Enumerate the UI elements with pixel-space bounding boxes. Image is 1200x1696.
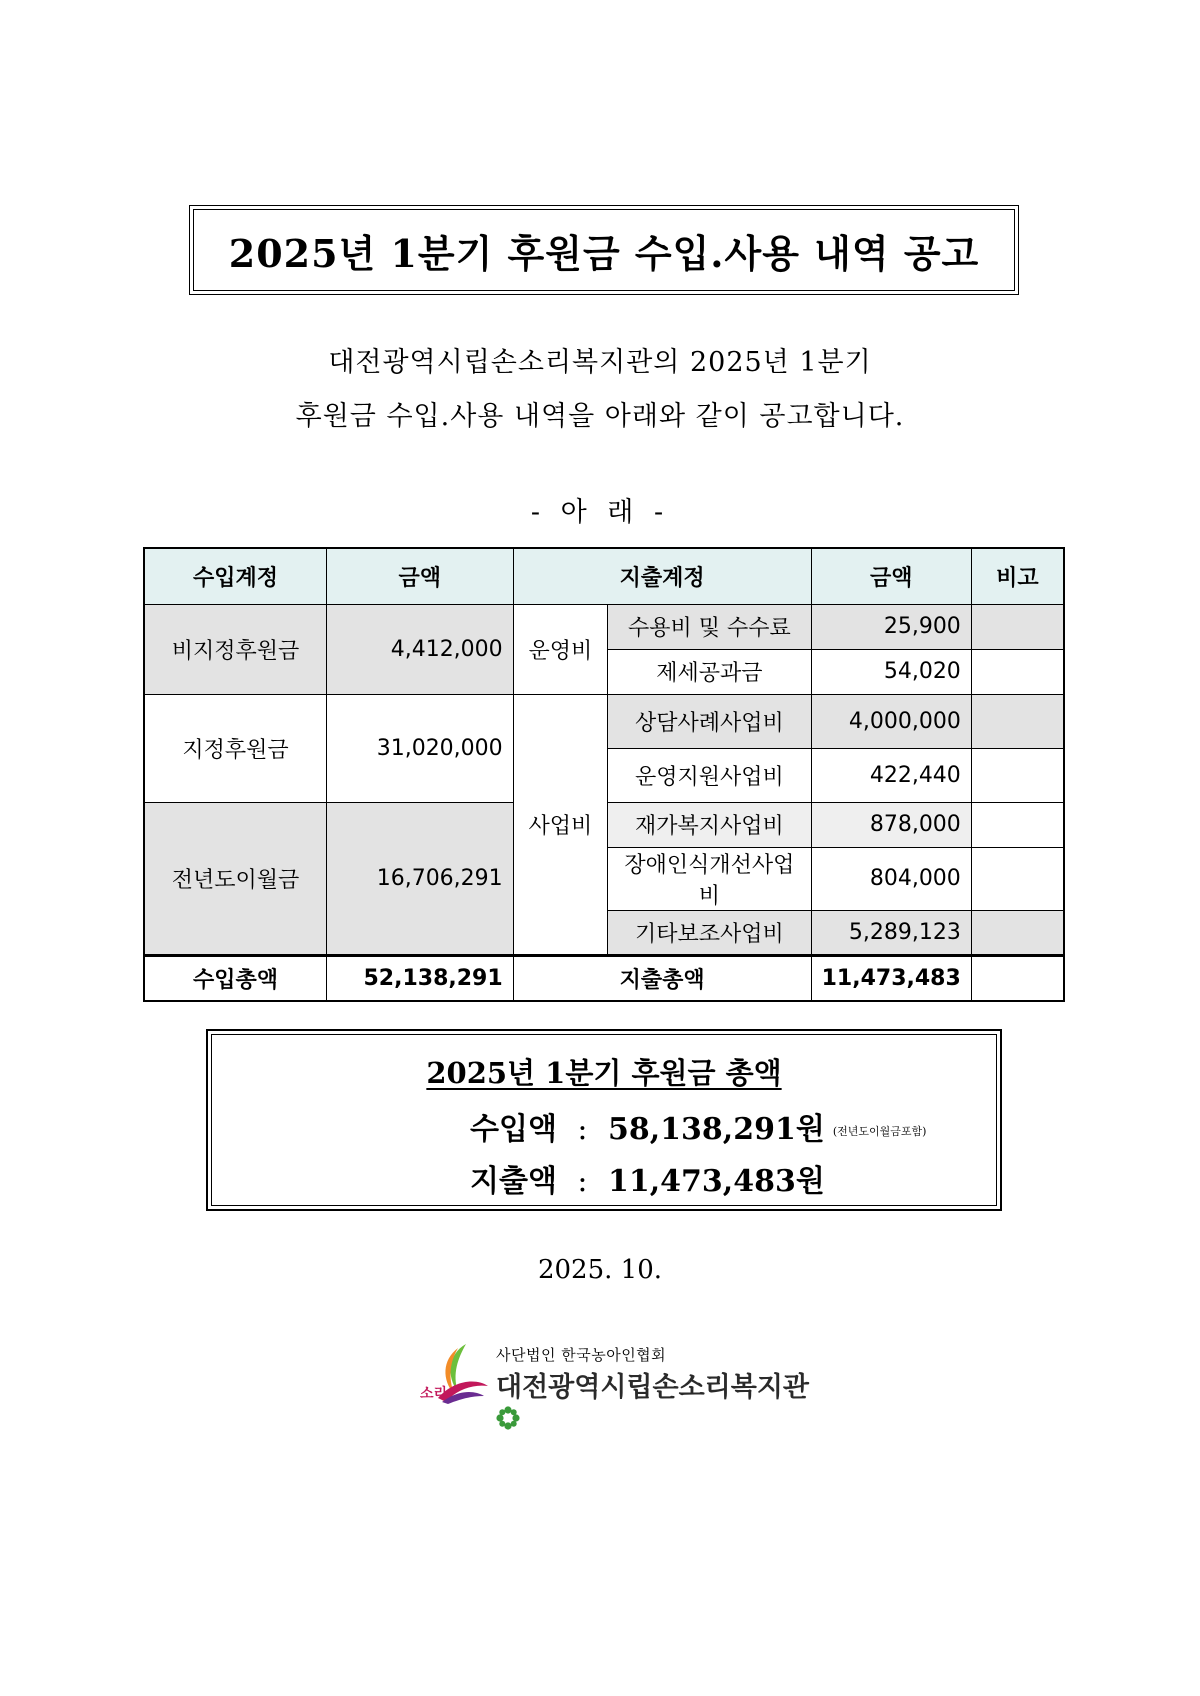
expense-amount-cell: 54,020 (811, 649, 971, 694)
note-cell (971, 802, 1064, 847)
expense-account-cell: 수용비 및 수수료 (608, 604, 811, 649)
notice-date: 2025. 10. (537, 1255, 663, 1285)
table-row (144, 694, 1064, 748)
table-header-row (144, 548, 1064, 604)
summary-income-note: (전년도이월금포함) (832, 1125, 927, 1138)
logo-name: 대전광역시립손소리복지관 (496, 1365, 818, 1435)
expense-account-cell: 상담사례사업비 (608, 694, 811, 748)
expense-amount-cell: 25,900 (811, 604, 971, 649)
expense-total-value: 11,473,483 (811, 955, 971, 1001)
expense-account-cell: 기타보조사업비 (608, 910, 811, 955)
summary-income-line (470, 1104, 926, 1148)
logo-mark-text: 소리 (420, 1386, 448, 1402)
expense-account-cell: 재가복지사업비 (608, 802, 811, 847)
organization-logo (418, 1340, 818, 1410)
income-amount-cell: 4,412,000 (326, 604, 513, 694)
header-income-amount: 금액 (326, 548, 513, 604)
note-cell (971, 604, 1064, 649)
header-expense-account: 지출계정 (513, 548, 811, 604)
expense-amount-cell: 5,289,123 (811, 910, 971, 955)
below-heading: - 아 래 - (530, 497, 670, 528)
intro-line-1: 대전광역시립손소리복지관의 2025년 1분기 (328, 347, 872, 378)
note-cell (971, 694, 1064, 748)
summary-box (206, 1029, 1002, 1211)
income-account-cell: 비지정후원금 (144, 604, 326, 694)
header-expense-amount: 금액 (811, 548, 971, 604)
expense-account-cell: 제세공과금 (608, 649, 811, 694)
header-income-account: 수입계정 (144, 548, 326, 604)
expense-amount-cell: 804,000 (811, 847, 971, 910)
note-cell (971, 910, 1064, 955)
note-cell (971, 649, 1064, 694)
summary-expense-label: 지출액 (470, 1164, 557, 1199)
expense-account-cell: 장애인식개선사업비 (608, 847, 811, 910)
summary-separator: : (577, 1164, 588, 1199)
expense-account-cell: 운영지원사업비 (608, 748, 811, 802)
summary-income-label: 수입액 (470, 1112, 557, 1147)
summary-expense-line (470, 1156, 825, 1200)
page-title: 2025년 1분기 후원금 수입.사용 내역 공고 (193, 209, 1015, 291)
title-box (189, 205, 1019, 295)
expense-category-cell: 운영비 (513, 604, 608, 694)
note-cell (971, 847, 1064, 910)
expense-category-cell: 사업비 (513, 694, 608, 955)
logo-subtitle: 사단법인 한국농아인협회 (496, 1346, 667, 1364)
income-amount-cell: 31,020,000 (326, 694, 513, 802)
logo-mark-icon (418, 1340, 494, 1406)
expense-amount-cell: 878,000 (811, 802, 971, 847)
income-amount-cell: 16,706,291 (326, 802, 513, 955)
table-total-row (144, 955, 1064, 1001)
expense-amount-cell: 422,440 (811, 748, 971, 802)
note-cell (971, 748, 1064, 802)
intro-line-2: 후원금 수입.사용 내역을 아래와 같이 공고합니다. (295, 401, 905, 432)
income-account-cell: 지정후원금 (144, 694, 326, 802)
donation-table (143, 547, 1065, 1002)
header-note: 비고 (971, 548, 1064, 604)
income-total-value: 52,138,291 (326, 955, 513, 1001)
summary-title: 2025년 1분기 후원금 총액 (426, 1056, 782, 1090)
note-cell (971, 955, 1064, 1001)
summary-separator: : (577, 1112, 588, 1147)
table-row (144, 604, 1064, 649)
flower-icon (496, 1406, 520, 1430)
expense-amount-cell: 4,000,000 (811, 694, 971, 748)
summary-income-value: 58,138,291원 (607, 1112, 825, 1147)
expense-total-label: 지출총액 (513, 955, 811, 1001)
income-account-cell: 전년도이월금 (144, 802, 326, 955)
summary-expense-value: 11,473,483원 (607, 1164, 825, 1199)
income-total-label: 수입총액 (144, 955, 326, 1001)
